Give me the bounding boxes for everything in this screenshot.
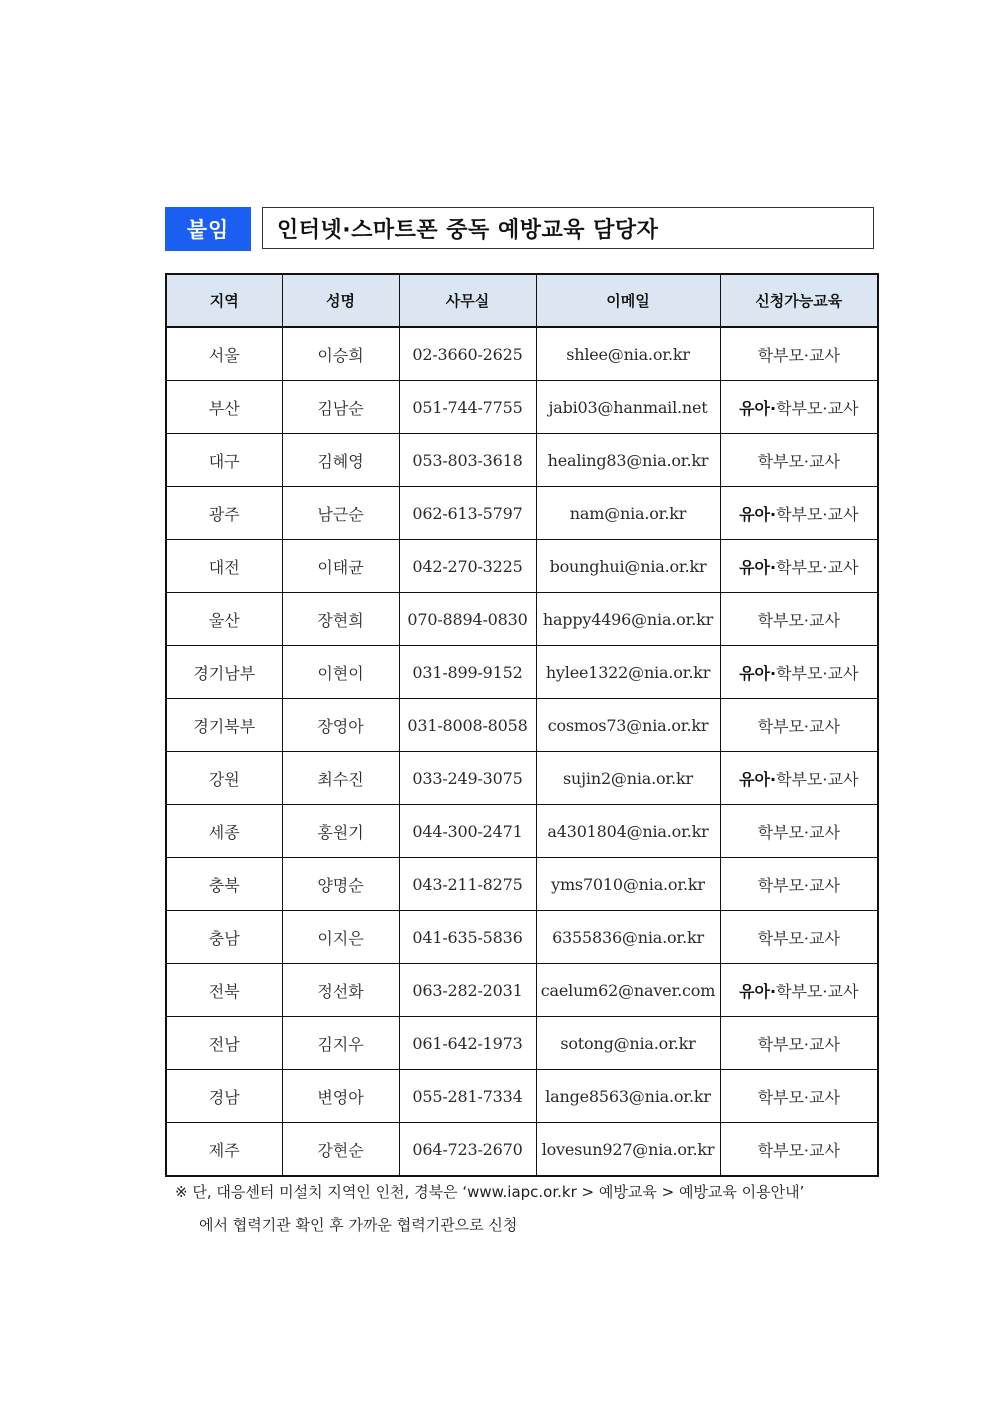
cell-region: 대구 — [166, 434, 282, 487]
education-targets: 학부모·교사 — [757, 875, 840, 895]
table-row — [166, 327, 878, 381]
cell-office-phone: 044-300-2471 — [399, 805, 536, 858]
column-header-name: 성명 — [282, 274, 399, 327]
attachment-badge: 붙임 — [165, 207, 251, 251]
cell-email: caelum62@naver.com — [536, 964, 720, 1017]
cell-name: 이지은 — [282, 911, 399, 964]
cell-available-education — [720, 858, 878, 911]
cell-name: 홍원기 — [282, 805, 399, 858]
cell-name: 이승희 — [282, 327, 399, 381]
cell-name: 장영아 — [282, 699, 399, 752]
cell-name: 정선화 — [282, 964, 399, 1017]
cell-available-education — [720, 646, 878, 699]
column-header-region: 지역 — [166, 274, 282, 327]
cell-available-education — [720, 805, 878, 858]
cell-region: 광주 — [166, 487, 282, 540]
cell-available-education — [720, 540, 878, 593]
cell-office-phone: 070-8894-0830 — [399, 593, 536, 646]
education-targets: 학부모·교사 — [757, 345, 840, 365]
cell-office-phone: 02-3660-2625 — [399, 327, 536, 381]
cell-office-phone: 031-8008-8058 — [399, 699, 536, 752]
education-prefix-infant: 유아· — [739, 504, 777, 524]
cell-office-phone: 042-270-3225 — [399, 540, 536, 593]
table-row — [166, 434, 878, 487]
cell-email: yms7010@nia.or.kr — [536, 858, 720, 911]
cell-name: 강현순 — [282, 1123, 399, 1177]
cell-region: 부산 — [166, 381, 282, 434]
cell-region: 경남 — [166, 1070, 282, 1123]
cell-email: nam@nia.or.kr — [536, 487, 720, 540]
table-row — [166, 381, 878, 434]
table-row — [166, 1123, 878, 1177]
cell-name: 장현희 — [282, 593, 399, 646]
cell-office-phone: 062-613-5797 — [399, 487, 536, 540]
cell-email: a4301804@nia.or.kr — [536, 805, 720, 858]
education-targets: 학부모·교사 — [757, 451, 840, 471]
cell-email: lange8563@nia.or.kr — [536, 1070, 720, 1123]
cell-email: cosmos73@nia.or.kr — [536, 699, 720, 752]
cell-email: jabi03@hanmail.net — [536, 381, 720, 434]
cell-office-phone: 061-642-1973 — [399, 1017, 536, 1070]
table-row — [166, 858, 878, 911]
table-row — [166, 805, 878, 858]
cell-region: 서울 — [166, 327, 282, 381]
education-targets: 학부모·교사 — [757, 822, 840, 842]
cell-region: 세종 — [166, 805, 282, 858]
cell-office-phone: 053-803-3618 — [399, 434, 536, 487]
cell-email: healing83@nia.or.kr — [536, 434, 720, 487]
cell-region: 울산 — [166, 593, 282, 646]
cell-office-phone: 041-635-5836 — [399, 911, 536, 964]
cell-email: shlee@nia.or.kr — [536, 327, 720, 381]
column-header-office-phone: 사무실 — [399, 274, 536, 327]
cell-email: bounghui@nia.or.kr — [536, 540, 720, 593]
cell-available-education — [720, 752, 878, 805]
table-row — [166, 1070, 878, 1123]
education-targets: 학부모·교사 — [776, 769, 859, 789]
cell-email: sujin2@nia.or.kr — [536, 752, 720, 805]
page-title-text: 인터넷·스마트폰 중독 예방교육 담당자 — [277, 217, 659, 243]
cell-available-education — [720, 381, 878, 434]
table-row — [166, 646, 878, 699]
education-targets: 학부모·교사 — [776, 981, 859, 1001]
table-row — [166, 487, 878, 540]
education-targets: 학부모·교사 — [757, 716, 840, 736]
education-targets: 학부모·교사 — [757, 610, 840, 630]
cell-name: 최수진 — [282, 752, 399, 805]
table-row — [166, 593, 878, 646]
cell-office-phone: 051-744-7755 — [399, 381, 536, 434]
cell-available-education — [720, 434, 878, 487]
cell-email: happy4496@nia.or.kr — [536, 593, 720, 646]
cell-office-phone: 043-211-8275 — [399, 858, 536, 911]
education-prefix-infant: 유아· — [739, 769, 777, 789]
cell-office-phone: 031-899-9152 — [399, 646, 536, 699]
table-row — [166, 699, 878, 752]
cell-available-education — [720, 1070, 878, 1123]
cell-name: 김혜영 — [282, 434, 399, 487]
cell-region: 경기북부 — [166, 699, 282, 752]
cell-region: 충북 — [166, 858, 282, 911]
cell-office-phone: 064-723-2670 — [399, 1123, 536, 1177]
cell-name: 김지우 — [282, 1017, 399, 1070]
cell-region: 경기남부 — [166, 646, 282, 699]
education-targets: 학부모·교사 — [757, 1140, 840, 1160]
cell-region: 전남 — [166, 1017, 282, 1070]
table-row — [166, 1017, 878, 1070]
cell-office-phone: 055-281-7334 — [399, 1070, 536, 1123]
cell-name: 김남순 — [282, 381, 399, 434]
table-row — [166, 752, 878, 805]
education-targets: 학부모·교사 — [757, 928, 840, 948]
footnote-line-1: ※ 단, 대응센터 미설치 지역인 인천, 경북은 ‘www.iapc.or.kr > 예방교육 > 예방교육 이용안내’ — [175, 1183, 805, 1201]
cell-email: hylee1322@nia.or.kr — [536, 646, 720, 699]
cell-available-education — [720, 1017, 878, 1070]
cell-region: 대전 — [166, 540, 282, 593]
cell-region: 충남 — [166, 911, 282, 964]
cell-region: 제주 — [166, 1123, 282, 1177]
column-header-email: 이메일 — [536, 274, 720, 327]
education-targets: 학부모·교사 — [757, 1034, 840, 1054]
cell-email: sotong@nia.or.kr — [536, 1017, 720, 1070]
cell-available-education — [720, 964, 878, 1017]
cell-available-education — [720, 327, 878, 381]
cell-available-education — [720, 487, 878, 540]
cell-region: 전북 — [166, 964, 282, 1017]
education-targets: 학부모·교사 — [776, 557, 859, 577]
education-prefix-infant: 유아· — [739, 398, 777, 418]
cell-email: 6355836@nia.or.kr — [536, 911, 720, 964]
education-prefix-infant: 유아· — [739, 981, 777, 1001]
cell-region: 강원 — [166, 752, 282, 805]
education-targets: 학부모·교사 — [776, 663, 859, 683]
cell-available-education — [720, 593, 878, 646]
cell-office-phone: 033-249-3075 — [399, 752, 536, 805]
cell-available-education — [720, 699, 878, 752]
table-body — [166, 327, 878, 1176]
cell-name: 이현이 — [282, 646, 399, 699]
table-row — [166, 964, 878, 1017]
cell-email: lovesun927@nia.or.kr — [536, 1123, 720, 1177]
table-header-row — [166, 274, 878, 327]
education-targets: 학부모·교사 — [776, 504, 859, 524]
cell-available-education — [720, 911, 878, 964]
footnote — [175, 1176, 895, 1242]
table-row — [166, 911, 878, 964]
cell-name: 남근순 — [282, 487, 399, 540]
education-prefix-infant: 유아· — [739, 663, 777, 683]
cell-name: 이태균 — [282, 540, 399, 593]
cell-name: 양명순 — [282, 858, 399, 911]
table-row — [166, 540, 878, 593]
contacts-table — [165, 273, 879, 1177]
cell-name: 변영아 — [282, 1070, 399, 1123]
footnote-line-2: 에서 협력기관 확인 후 가까운 협력기관으로 신청 — [199, 1216, 518, 1234]
education-prefix-infant: 유아· — [739, 557, 777, 577]
column-header-available-education: 신청가능교육 — [720, 274, 878, 327]
education-targets: 학부모·교사 — [776, 398, 859, 418]
cell-available-education — [720, 1123, 878, 1177]
education-targets: 학부모·교사 — [757, 1087, 840, 1107]
page-title — [262, 207, 874, 249]
cell-office-phone: 063-282-2031 — [399, 964, 536, 1017]
